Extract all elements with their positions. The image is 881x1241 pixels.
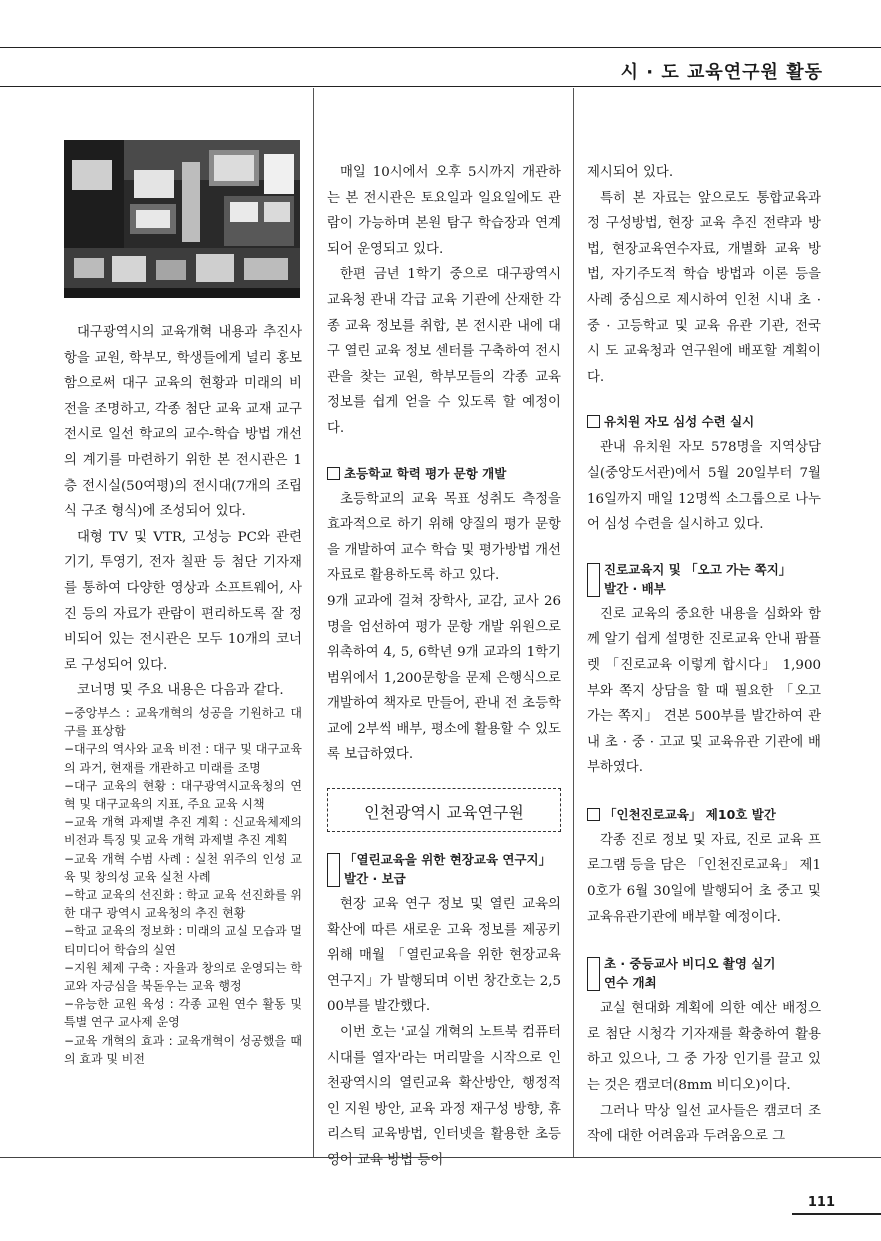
checkbox-bullet-icon	[587, 957, 600, 991]
list-item: −교육 개혁 수범 사례 : 실천 위주의 인성 교육 및 창의성 교육 실천 사례	[64, 851, 302, 884]
list-item: −지원 체제 구축 : 자율과 창의로 운영되는 학교와 자긍심을 북돋우는 교육 행정	[64, 960, 302, 993]
body-paragraph: 제시되어 있다.	[587, 165, 674, 180]
exhibition-photo	[64, 140, 300, 298]
column-divider-2	[573, 88, 574, 1158]
column-divider-1	[313, 88, 314, 1158]
body-paragraph: 이번 호는 '교실 개혁의 노트북 컴퓨터 시대를 열자'라는 머리말을 시작으로 인천광역시의 열린교육 확산방안, 행정적인 지원 방안, 교육 과정 재구성 방향, 휴리스틱 교육방법, 인터넷을 활용한 초등영어 교육 방법 등이	[327, 1025, 561, 1168]
body-paragraph: 교실 현대화 계획에 의한 예산 배정으로 첨단 시청각 기자재를 확충하여 활용하고 있으나, 그 중 가장 인기를 끌고 있는 것은 캠코더(8mm 비디오)이다.	[587, 1001, 821, 1094]
list-item: −중앙부스 : 교육개혁의 성공을 기원하고 대구를 표상함	[64, 705, 302, 739]
list-item: −유능한 교원 육성 : 각종 교원 연수 활동 및 특별 연구 교사제 운영	[64, 997, 302, 1030]
body-paragraph: 초등학교의 교육 목표 성취도 측정을 효과적으로 하기 위해 양질의 평가 문항을 개발하여 교수 학습 및 평가방법 개선 자료로 활용하도록 하고 있다.	[327, 491, 561, 584]
section-heading-text: 진로교육지 및 「오고 가는 쪽지」	[604, 561, 792, 577]
section-heading	[587, 412, 821, 431]
section-heading-text: 초등학교 학력 평가 문항 개발	[344, 465, 507, 481]
body-paragraph: 진로 교육의 중요한 내용을 심화와 함께 알기 쉽게 설명한 진로교육 안내 팜플렛 「진로교육 이렇게 합시다」 1,900부와 쪽지 상담을 할 때 필요한 「오고 가는 쪽지」 견본 500부를 발간하여 관내 초 · 중 · 고교 및 교육유관 기관에 배부하였다.	[587, 606, 821, 776]
body-paragraph: 관내 유치원 자모 578명을 지역상담실(중앙도서관)에서 5월 20일부터 7월 16일까지 매일 12명씩 소그룹으로 나누어 심성 수련을 실시하고 있다.	[587, 440, 821, 533]
body-paragraph: 한편 금년 1학기 중으로 대구광역시 교육청 관내 각급 교육 기관에 산재한 각종 교육 정보를 취합, 본 전시관 내에 대구 열린 교육 정보 센터를 구축하여 전시관을 찾는 교원, 학부모들의 각종 교육 정보를 쉽게 얻을 수 있도록 할 예정이다.	[327, 267, 561, 436]
list-item: −대구 교육의 현황 : 대구광역시교육청의 연혁 및 대구교육의 지표, 주요 교육 시책	[64, 778, 302, 811]
section-header-title: 시 · 도 교육연구원 활동	[620, 62, 823, 83]
body-paragraph: 대구광역시의 교육개혁 내용과 추진사항을 교원, 학부모, 학생들에게 널리 홍보함으로써 대구 교육의 현황과 미래의 비전을 조명하고, 각종 첨단 교육 교재 교구 전시로 일선 학교의 교수-학습 방법 개선의 계기를 마련하기 위한 본 전시관은 1층 전시실(50여평)의 전시대(7개의 조립식 구조 형식)에 조성되어 있다.	[64, 325, 302, 520]
column-1	[64, 320, 302, 1068]
checkbox-bullet-icon	[327, 853, 340, 887]
body-paragraph: 각종 진로 정보 및 자료, 진로 교육 프로그램 등을 담은 「인천진로교육」 제10호가 6월 30일에 발행되어 초 중고 및 교육유관기관에 배부할 예정이다.	[587, 832, 821, 925]
column-2	[327, 160, 561, 1174]
body-paragraph: 9개 교과에 걸쳐 장학사, 교감, 교사 26명을 엄선하여 평가 문항 개발 위원으로 위촉하여 4, 5, 6학년 9개 교과의 1학기 범위에서 1,200문항을 문제 은행식으로 개발하여 책자로 만들어, 관내 전 초등학교에 2부씩 배부, 평소에 활용할 수 있도록 보급하였다.	[327, 593, 561, 763]
section-heading	[587, 805, 821, 824]
header-rule-bottom	[0, 86, 881, 87]
footer-rule	[0, 1157, 881, 1158]
column-3	[587, 160, 821, 1150]
body-paragraph: 특히 본 자료는 앞으로도 통합교육과정 구성방법, 현장 교육 추진 전략과 방법, 현장교육연수자료, 개별화 교육 방법, 자기주도적 학습 방법과 이론 등을 사례 중심으로 제시하여 인천 시내 초 · 중 · 고등학교 및 교육 유관 기관, 전국 시 도 교육청과 연구원에 배포할 계획이다.	[587, 190, 821, 385]
list-item: −학교 교육의 선진화 : 학교 교육 선진화를 위한 대구 광역시 교육청의 추진 현황	[64, 887, 302, 921]
checkbox-bullet-icon	[587, 808, 600, 821]
body-paragraph: 매일 10시에서 오후 5시까지 개관하는 본 전시관은 토요일과 일요일에도 관람이 가능하며 본원 탐구 학습장과 연계되어 운영되고 있다.	[327, 165, 561, 257]
list-item: −학교 교육의 정보화 : 미래의 교실 모습과 멀티미디어 학습의 실연	[64, 924, 302, 957]
list-item: −교육 개혁 과제별 추진 계획 : 신교육체제의 비전과 특징 및 교육 개혁 과제별 추진 계획	[64, 815, 302, 848]
body-paragraph: 현장 교육 연구 정보 및 열린 교육의 확산에 따른 새로운 고육 정보를 제공키 위해 매월 「열린교육을 위한 현장교육 연구지」가 발행되며 이번 창간호는 2,500부를 발간했다.	[327, 897, 561, 1015]
institute-banner	[327, 788, 561, 832]
institute-name: 인천광역시 교육연구원	[364, 803, 524, 823]
section-heading	[587, 560, 821, 598]
section-heading-text: 「열린교육을 위한 현장교육 연구지」	[344, 852, 552, 868]
section-heading	[587, 954, 821, 992]
exhibition-hall-image	[64, 140, 300, 298]
list-item: −교육 개혁의 효과 : 교육개혁이 성공했을 때의 효과 및 비전	[64, 1033, 302, 1066]
section-heading-text: 발간 · 배부	[604, 580, 666, 596]
section-heading-text: 초 · 중등교사 비디오 촬영 실기	[604, 956, 776, 972]
list-item: −대구의 역사와 교육 비전 : 대구 및 대구교육의 과거, 현재를 개관하고 미래를 조명	[64, 742, 302, 775]
body-paragraph: 그러나 막상 일선 교사들은 캠코더 조작에 대한 어려움과 두려움으로 그	[587, 1103, 821, 1145]
section-heading-text: 유치원 자모 심성 수련 실시	[604, 414, 755, 430]
page-number: 111	[807, 1195, 835, 1210]
section-heading-text: 연수 개최	[604, 975, 657, 991]
checkbox-bullet-icon	[587, 563, 600, 597]
page-number-underline	[792, 1213, 881, 1215]
section-heading	[327, 850, 561, 888]
corner-list	[64, 704, 302, 1068]
body-paragraph: 대형 TV 및 VTR, 고성능 PC와 관련 기기, 투영기, 전자 칠판 등 첨단 기자재를 통하여 다양한 영상과 소프트웨어, 사진 등의 자료가 관람이 편리하도록 잘 정비되어 있는 전시관은 모두 10개의 코너로 구성되어 있다.	[64, 529, 302, 673]
section-heading	[327, 464, 561, 483]
section-heading-text: 「인천진로교육」 제10호 발간	[604, 806, 776, 822]
body-paragraph: 코너명 및 주요 내용은 다음과 같다.	[77, 683, 284, 699]
section-heading-text: 발간 · 보급	[344, 871, 406, 887]
checkbox-bullet-icon	[587, 415, 600, 428]
header-rule	[0, 47, 881, 48]
checkbox-bullet-icon	[327, 467, 340, 480]
